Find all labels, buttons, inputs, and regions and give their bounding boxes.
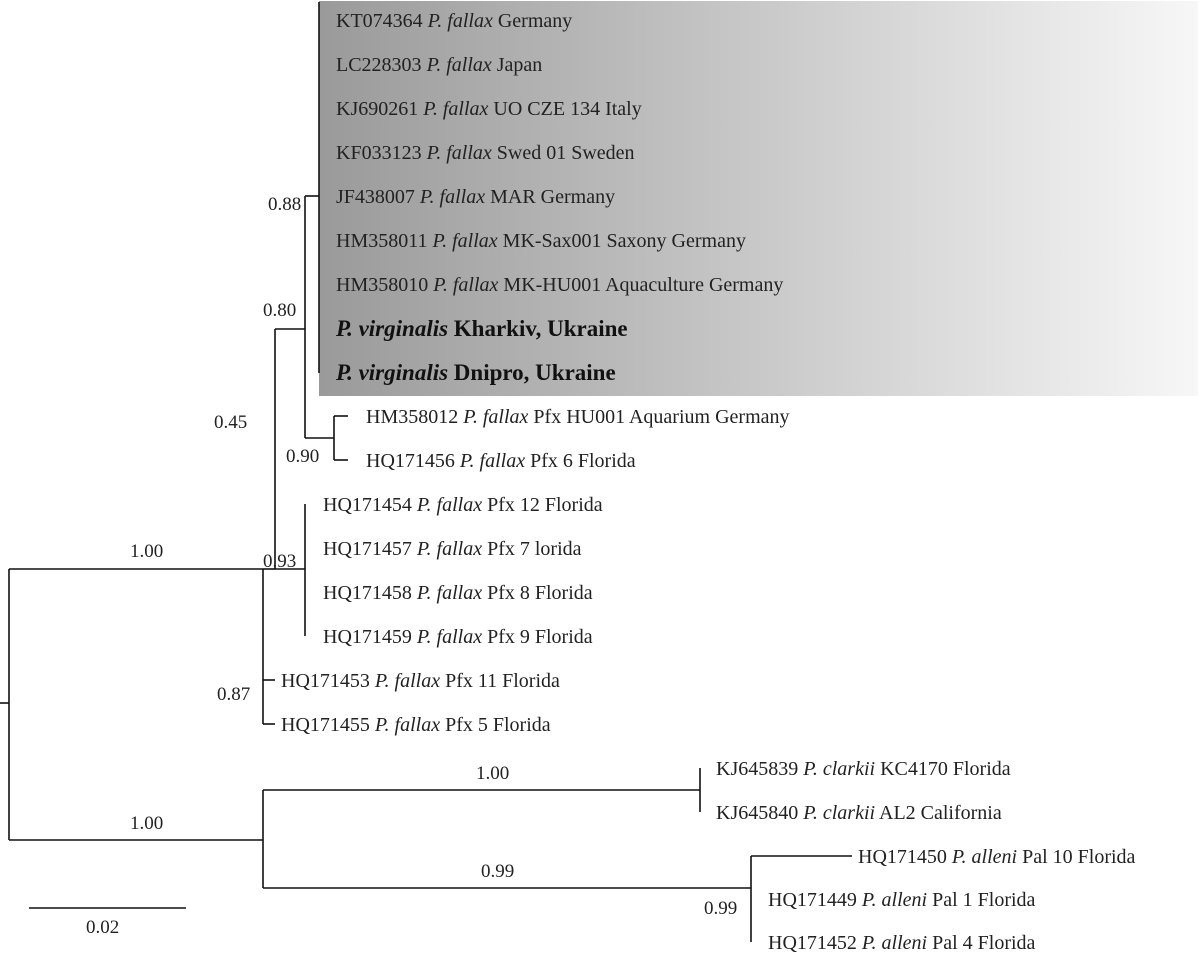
taxon-label: HQ171455 P. fallax Pfx 5 Florida bbox=[281, 714, 551, 736]
scale-bar-label: 0.02 bbox=[86, 917, 120, 938]
taxon-label: HQ171449 P. alleni Pal 1 Florida bbox=[768, 889, 1036, 911]
taxon-label: KJ645839 P. clarkii KC4170 Florida bbox=[716, 758, 1011, 780]
taxon-label: JF438007 P. fallax MAR Germany bbox=[336, 186, 616, 208]
taxon-label: HM358011 P. fallax MK-Sax001 Saxony Germany bbox=[336, 230, 746, 252]
taxon-label: HQ171452 P. alleni Pal 4 Florida bbox=[768, 932, 1036, 954]
taxon-label: LC228303 P. fallax Japan bbox=[336, 54, 543, 76]
support-value: 0.87 bbox=[217, 684, 251, 705]
taxon-label: KJ690261 P. fallax UO CZE 134 Italy bbox=[336, 98, 642, 120]
support-value: 0.99 bbox=[704, 898, 738, 919]
taxon-label: HQ171459 P. fallax Pfx 9 Florida bbox=[323, 626, 593, 648]
support-value: 0.45 bbox=[214, 412, 248, 433]
support-value: 0.80 bbox=[263, 300, 297, 321]
support-value: 0.93 bbox=[263, 551, 297, 572]
taxon-label: KT074364 P. fallax Germany bbox=[336, 10, 573, 32]
support-value: 1.00 bbox=[130, 813, 164, 834]
taxon-label: HQ171456 P. fallax Pfx 6 Florida bbox=[366, 450, 636, 472]
taxon-label: HQ171453 P. fallax Pfx 11 Florida bbox=[281, 670, 560, 692]
taxon-label: HQ171454 P. fallax Pfx 12 Florida bbox=[323, 494, 603, 516]
taxon-label: HQ171457 P. fallax Pfx 7 lorida bbox=[323, 538, 582, 560]
support-value: 0.88 bbox=[268, 194, 302, 215]
support-value: 1.00 bbox=[476, 763, 510, 784]
taxon-label: KF033123 P. fallax Swed 01 Sweden bbox=[336, 142, 635, 164]
taxon-label: KJ645840 P. clarkii AL2 California bbox=[716, 802, 1002, 824]
taxon-label-highlight: P. virginalis Dnipro, Ukraine bbox=[336, 360, 616, 385]
support-value: 0.90 bbox=[286, 446, 320, 467]
taxon-label: HQ171450 P. alleni Pal 10 Florida bbox=[858, 846, 1136, 868]
taxon-label: HM358010 P. fallax MK-HU001 Aquaculture Germany bbox=[336, 274, 784, 296]
support-value: 1.00 bbox=[130, 541, 164, 562]
taxon-label: HQ171458 P. fallax Pfx 8 Florida bbox=[323, 582, 593, 604]
taxon-label-highlight: P. virginalis Kharkiv, Ukraine bbox=[336, 316, 628, 341]
taxon-label: HM358012 P. fallax Pfx HU001 Aquarium Germany bbox=[366, 406, 790, 428]
support-value: 0.99 bbox=[481, 861, 515, 882]
